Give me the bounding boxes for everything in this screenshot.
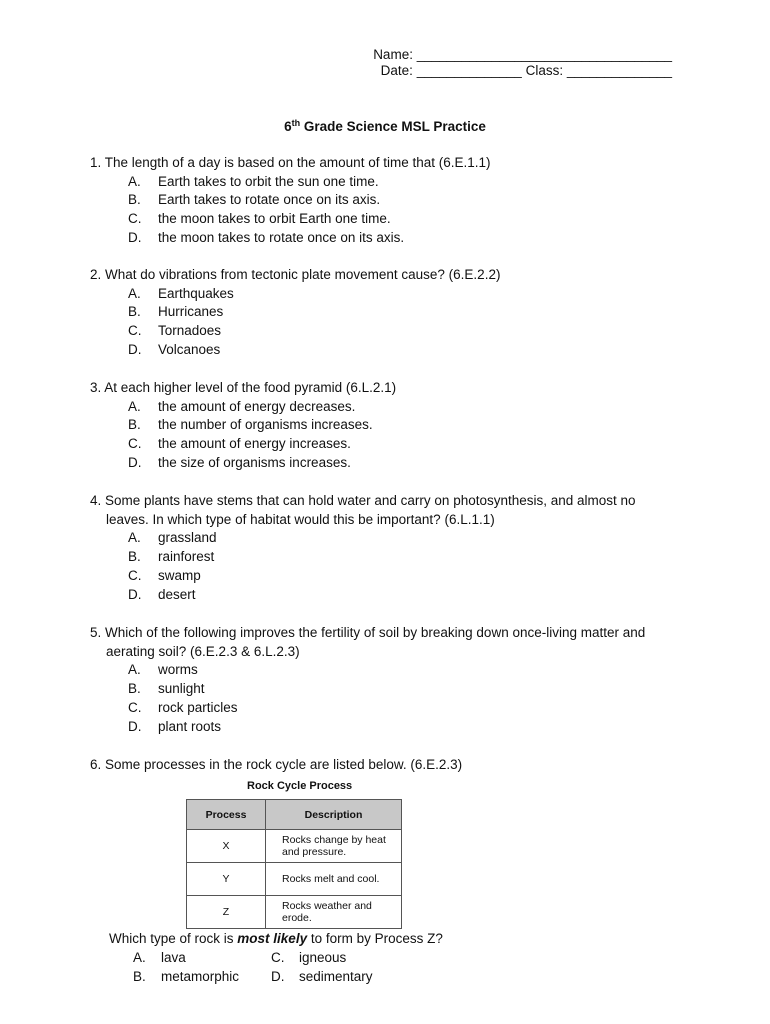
option-letter: B. xyxy=(128,417,141,433)
answer-option xyxy=(90,435,396,454)
option-text: the amount of energy increases. xyxy=(158,436,351,452)
answer-option xyxy=(90,661,645,680)
option-letter: B. xyxy=(133,969,146,984)
answer-option xyxy=(90,416,396,435)
question-stem: 5. Which of the following improves the fertility of soil by breaking down once-living matter and xyxy=(90,625,646,640)
option-letter: D. xyxy=(128,718,142,734)
option-text: Earth takes to orbit the sun one time. xyxy=(158,173,379,189)
date-class-line xyxy=(381,63,672,78)
answer-option xyxy=(109,948,271,967)
option-text: swamp xyxy=(158,567,201,583)
option-text: Earth takes to rotate once on its axis. xyxy=(158,192,381,208)
answer-option xyxy=(90,210,491,229)
option-letter: D. xyxy=(271,969,285,984)
title-grade-sup: th xyxy=(291,118,301,128)
option-text: igneous xyxy=(299,950,347,965)
date-blank: ______________ xyxy=(416,63,522,78)
option-letter: C. xyxy=(128,436,142,452)
option-letter: A. xyxy=(128,398,141,414)
answer-option xyxy=(90,718,645,737)
option-text: the moon takes to rotate once on its axis. xyxy=(158,229,405,245)
option-text: rock particles xyxy=(158,699,238,715)
name-line xyxy=(373,47,672,62)
table-header-row xyxy=(187,800,402,830)
prompt-emphasis: most likely xyxy=(237,931,308,946)
description-cell: Rocks melt and cool. xyxy=(266,863,402,896)
prompt-text: to form by Process Z? xyxy=(307,931,443,946)
question-stem: 6. Some processes in the rock cycle are listed below. (6.E.2.3) xyxy=(90,757,463,772)
question-stem: 2. What do vibrations from tectonic plate movement cause? (6.E.2.2) xyxy=(90,267,501,282)
name-blank: __________________________________ xyxy=(416,47,672,62)
prompt-text: Which type of rock is xyxy=(109,931,238,946)
question-5 xyxy=(90,624,645,736)
answer-row xyxy=(109,967,443,986)
answer-option xyxy=(90,680,645,699)
option-letter: A. xyxy=(128,285,141,301)
answer-option xyxy=(90,398,396,417)
column-header-process: Process xyxy=(187,800,266,830)
option-text: the size of organisms increases. xyxy=(158,454,351,470)
answer-option xyxy=(90,229,491,248)
option-letter: B. xyxy=(128,304,141,320)
class-blank: ______________ xyxy=(566,63,672,78)
answer-option xyxy=(271,948,346,967)
question-stem: 1. The length of a day is based on the amount of time that (6.E.1.1) xyxy=(90,155,491,170)
answer-option xyxy=(90,699,645,718)
answer-option xyxy=(90,285,500,304)
option-letter: D. xyxy=(128,586,142,602)
class-label: Class: xyxy=(525,63,564,78)
option-text: Volcanoes xyxy=(158,341,221,357)
option-text: worms xyxy=(158,662,198,678)
option-text: plant roots xyxy=(158,718,222,734)
option-letter: A. xyxy=(128,530,141,546)
question-stem: 3. At each higher level of the food pyramid (6.L.2.1) xyxy=(90,380,397,395)
title-grade-num: 6 xyxy=(284,119,292,134)
table-row xyxy=(187,830,402,863)
description-cell: Rocks weather and erode. xyxy=(266,896,402,929)
answer-option xyxy=(90,548,636,567)
option-letter: D. xyxy=(128,341,142,357)
answer-option xyxy=(90,322,500,341)
option-letter: C. xyxy=(128,699,142,715)
table-row xyxy=(187,863,402,896)
question-1 xyxy=(90,154,491,248)
answer-option xyxy=(90,529,636,548)
column-header-description: Description xyxy=(266,800,402,830)
option-text: Earthquakes xyxy=(158,285,234,301)
answer-option xyxy=(271,967,373,986)
option-text: metamorphic xyxy=(161,969,240,984)
option-text: rainforest xyxy=(158,549,215,565)
process-cell: X xyxy=(187,830,266,863)
question-4 xyxy=(90,492,636,604)
answer-option xyxy=(90,341,500,360)
option-letter: C. xyxy=(128,211,142,227)
answer-option xyxy=(90,191,491,210)
option-text: sedimentary xyxy=(299,969,373,984)
answer-option xyxy=(109,967,271,986)
answer-option xyxy=(90,567,636,586)
option-letter: A. xyxy=(128,173,141,189)
question-6 xyxy=(90,756,462,775)
date-label: Date: xyxy=(380,63,413,78)
rock-cycle-table xyxy=(186,799,402,929)
question-stem-continued: aerating soil? (6.E.2.3 & 6.L.2.3) xyxy=(106,643,300,659)
answer-option xyxy=(90,173,491,192)
option-letter: A. xyxy=(133,950,146,965)
question-3 xyxy=(90,379,396,473)
table-row xyxy=(187,896,402,929)
option-text: the amount of energy decreases. xyxy=(158,398,356,414)
option-letter: D. xyxy=(128,454,142,470)
description-cell: Rocks change by heat and pressure. xyxy=(266,830,402,863)
question-stem-continued: leaves. In which type of habitat would this be important? (6.L.1.1) xyxy=(106,511,495,527)
option-text: Tornadoes xyxy=(158,323,222,339)
title-rest: Grade Science MSL Practice xyxy=(300,119,486,134)
answer-option xyxy=(90,303,500,322)
option-letter: B. xyxy=(128,549,141,565)
option-letter: B. xyxy=(128,192,141,208)
name-label: Name: xyxy=(373,47,413,62)
option-letter: C. xyxy=(128,323,142,339)
question-stem: 4. Some plants have stems that can hold water and carry on photosynthesis, and almost no xyxy=(90,493,636,508)
answer-option xyxy=(90,454,396,473)
question-6-answers xyxy=(109,929,443,986)
answer-row xyxy=(109,948,443,967)
option-text: the number of organisms increases. xyxy=(158,417,373,433)
option-text: grassland xyxy=(158,530,217,546)
process-cell: Z xyxy=(187,896,266,929)
option-letter: C. xyxy=(271,950,285,965)
option-letter: B. xyxy=(128,681,141,697)
question-2 xyxy=(90,266,500,360)
answer-option xyxy=(90,586,636,605)
option-text: the moon takes to orbit Earth one time. xyxy=(158,211,391,227)
question-6-prompt xyxy=(109,929,443,948)
option-text: desert xyxy=(158,586,196,602)
option-text: sunlight xyxy=(158,681,205,697)
option-text: lava xyxy=(161,950,186,965)
option-text: Hurricanes xyxy=(158,304,224,320)
option-letter: D. xyxy=(128,229,142,245)
page-title xyxy=(0,118,770,134)
process-cell: Y xyxy=(187,863,266,896)
rock-cycle-table-title: Rock Cycle Process xyxy=(247,780,353,792)
option-letter: C. xyxy=(128,567,142,583)
option-letter: A. xyxy=(128,662,141,678)
